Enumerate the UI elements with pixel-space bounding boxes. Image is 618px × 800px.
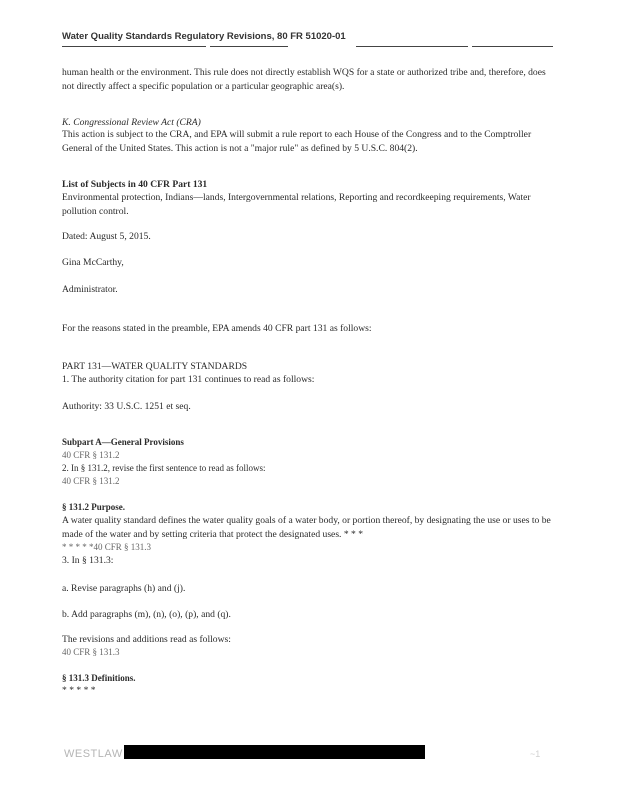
authority-citation: Authority: 33 U.S.C. 1251 et seq.: [62, 401, 191, 412]
paragraph-human-health: human health or the environment. This rule does not directly establish WQS for a state or authorized tribe and, therefore, does not directly affect a specific population or a particular geographic area(s).: [62, 67, 546, 92]
westlaw-brand: WESTLAW: [64, 748, 123, 760]
authority-instruction: 1. The authority citation for part 131 continues to read as follows:: [62, 374, 315, 385]
subpart-heading: Subpart A—General Provisions: [62, 437, 184, 447]
purpose-paragraph: A water quality standard defines the water quality goals of a water body, or portion thereof, by designating the use or uses to be made of the water and by setting criteria that protect the designated uses. * * *: [62, 515, 551, 540]
part-heading: PART 131—WATER QUALITY STANDARDS: [62, 361, 248, 372]
stars-end: * * * * *: [62, 685, 96, 696]
definitions-heading: § 131.3 Definitions.: [62, 673, 136, 683]
header-rule-1: [62, 46, 206, 47]
cfr-citation-2: 40 CFR § 131.2: [62, 476, 120, 486]
signer-title: Administrator.: [62, 284, 118, 295]
subjects-paragraph: Environmental protection, Indians—lands, Intergovernmental relations, Reporting and recordkeeping requirements, Water pollution control.: [62, 192, 531, 217]
page-number: ~1: [530, 749, 541, 759]
cfr-citation-1: 40 CFR § 131.2: [62, 450, 120, 460]
redaction-bar: [124, 745, 425, 759]
dated-line: Dated: August 5, 2015.: [62, 231, 151, 242]
header-rule-4: [472, 46, 553, 47]
instruction-3a: a. Revise paragraphs (h) and (j).: [62, 583, 186, 594]
page-header-title: Water Quality Standards Regulatory Revisions, 80 FR 51020-01: [62, 31, 346, 42]
header-rule-3: [356, 46, 468, 47]
instruction-3: 3. In § 131.3:: [62, 555, 114, 566]
purpose-heading: § 131.2 Purpose.: [62, 502, 125, 512]
cfr-citation-3: 40 CFR § 131.3: [62, 647, 120, 657]
header-rule-2: [210, 46, 288, 47]
signer-name: Gina McCarthy,: [62, 257, 124, 268]
stars-cfr-line: * * * * *40 CFR § 131.3: [62, 542, 152, 552]
subjects-heading: List of Subjects in 40 CFR Part 131: [62, 179, 208, 190]
instruction-2: 2. In § 131.2, revise the first sentence to read as follows:: [62, 463, 266, 473]
instruction-3b: b. Add paragraphs (m), (n), (o), (p), and (q).: [62, 609, 231, 620]
revisions-intro: The revisions and additions read as follows:: [62, 634, 231, 645]
cra-heading: K. Congressional Review Act (CRA): [62, 117, 201, 128]
reasons-paragraph: For the reasons stated in the preamble, EPA amends 40 CFR part 131 as follows:: [62, 323, 372, 334]
cra-paragraph: This action is subject to the CRA, and EPA will submit a rule report to each House of the Congress and to the Comptroller General of the United States. This action is not a "major rule" as defined by 5 U.S.C. 804(2).: [62, 129, 532, 154]
